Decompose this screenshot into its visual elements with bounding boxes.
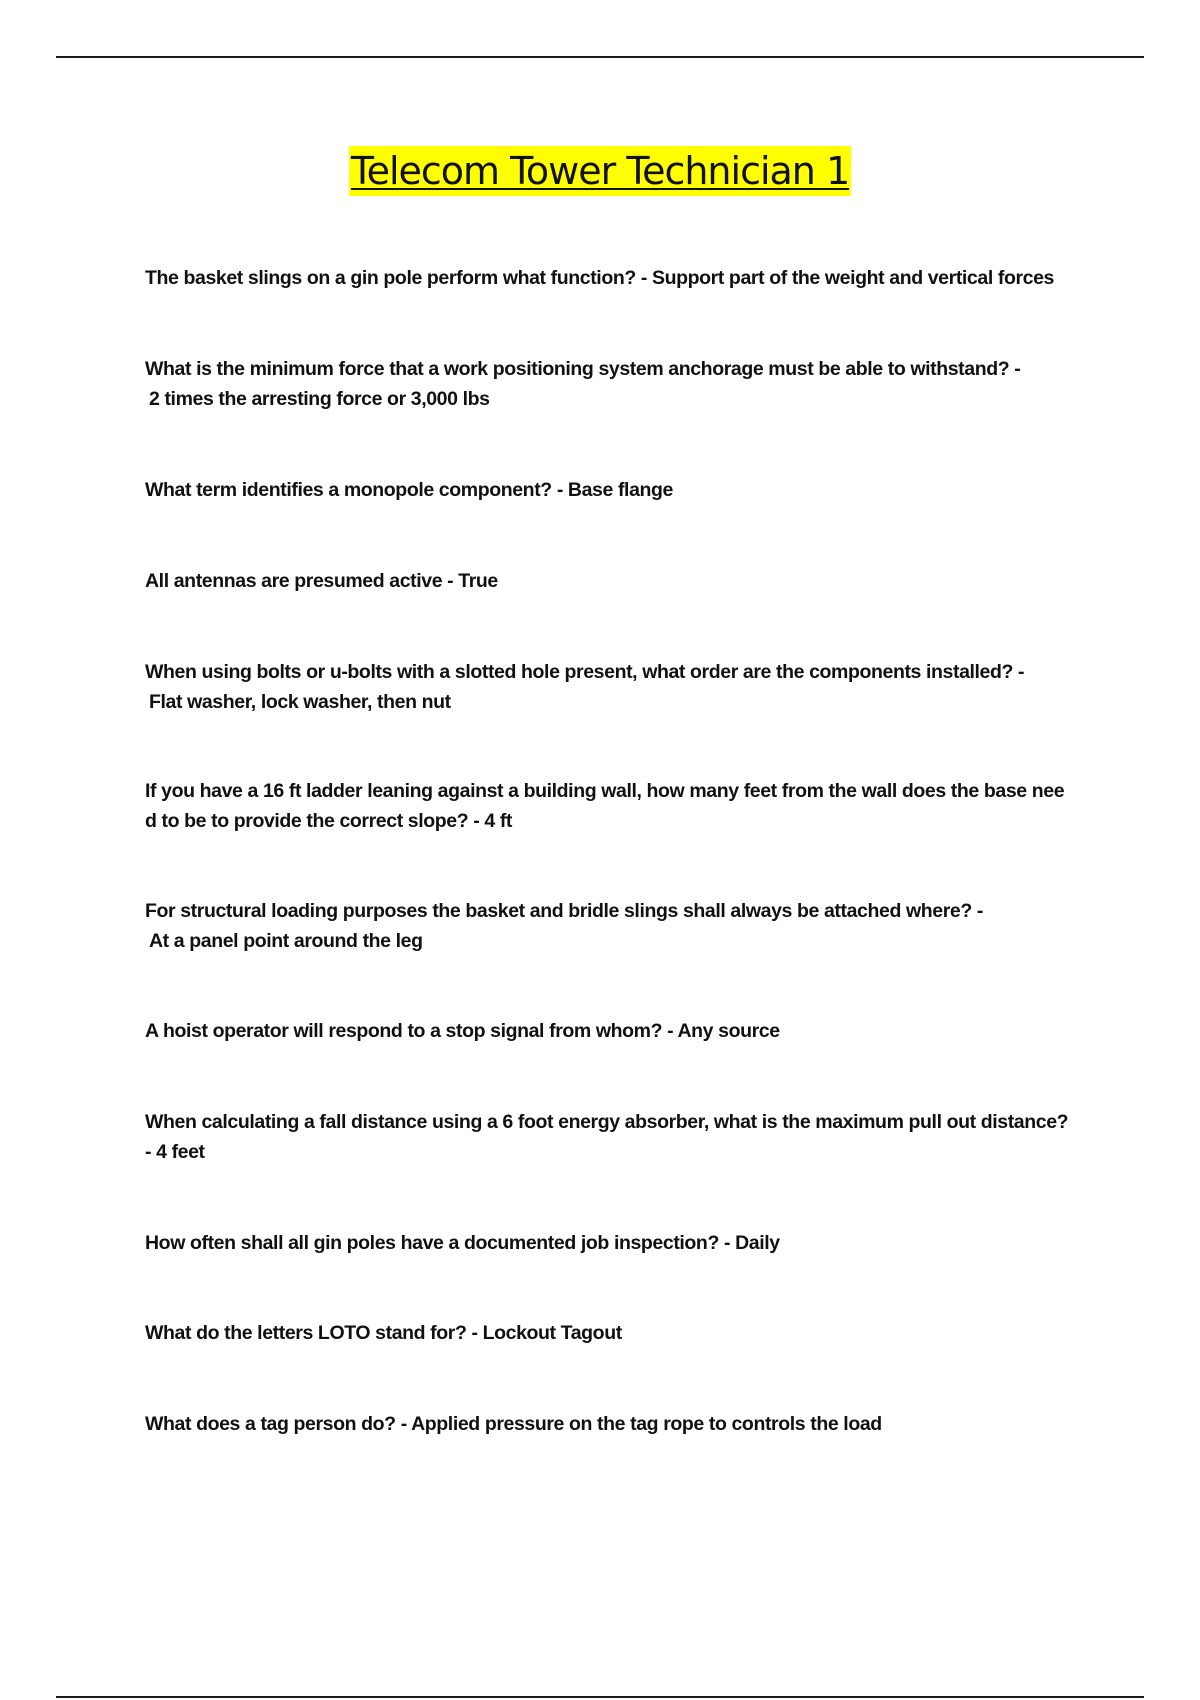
qa-item: [145, 1228, 1095, 1258]
qa-line: What is the minimum force that a work positioning system anchorage must be able to withstand? -: [145, 358, 1021, 380]
bottom-divider: [56, 1696, 1144, 1698]
qa-line: All antennas are presumed active - True: [145, 570, 498, 592]
qa-line: A hoist operator will respond to a stop signal from whom? - Any source: [145, 1020, 780, 1042]
qa-item: [145, 1107, 1095, 1167]
qa-line: - 4 feet: [145, 1141, 205, 1163]
qa-line: What do the letters LOTO stand for? - Lockout Tagout: [145, 1322, 622, 1344]
qa-line: What term identifies a monopole component? - Base flange: [145, 479, 673, 501]
qa-line: Flat washer, lock washer, then nut: [149, 691, 451, 713]
qa-item: [145, 896, 1095, 956]
qa-line: At a panel point around the leg: [149, 930, 423, 952]
qa-item: [145, 475, 1095, 505]
qa-item: [145, 1318, 1095, 1348]
qa-item: [145, 263, 1095, 293]
qa-item: [145, 776, 1095, 836]
qa-item: [145, 657, 1095, 717]
qa-line: The basket slings on a gin pole perform what function? - Support part of the weight and vertical forces: [145, 267, 1054, 289]
qa-line: What does a tag person do? - Applied pressure on the tag rope to controls the load: [145, 1413, 882, 1435]
qa-line: d to be to provide the correct slope? - 4 ft: [145, 810, 513, 832]
qa-line: How often shall all gin poles have a documented job inspection? - Daily: [145, 1232, 780, 1254]
document-title: Telecom Tower Technician 1: [349, 146, 851, 196]
qa-item: [145, 566, 1095, 596]
qa-line: If you have a 16 ft ladder leaning against a building wall, how many feet from the wall does the base nee: [145, 780, 1065, 802]
qa-line: When calculating a fall distance using a 6 foot energy absorber, what is the maximum pull out distance?: [145, 1111, 1069, 1133]
qa-line: 2 times the arresting force or 3,000 lbs: [149, 388, 490, 410]
qa-item: [145, 1409, 1095, 1439]
qa-item: [145, 1016, 1095, 1046]
qa-item: [145, 354, 1095, 414]
qa-line: For structural loading purposes the basket and bridle slings shall always be attached where? -: [145, 900, 983, 922]
qa-line: When using bolts or u-bolts with a slotted hole present, what order are the components installed? -: [145, 661, 1025, 683]
